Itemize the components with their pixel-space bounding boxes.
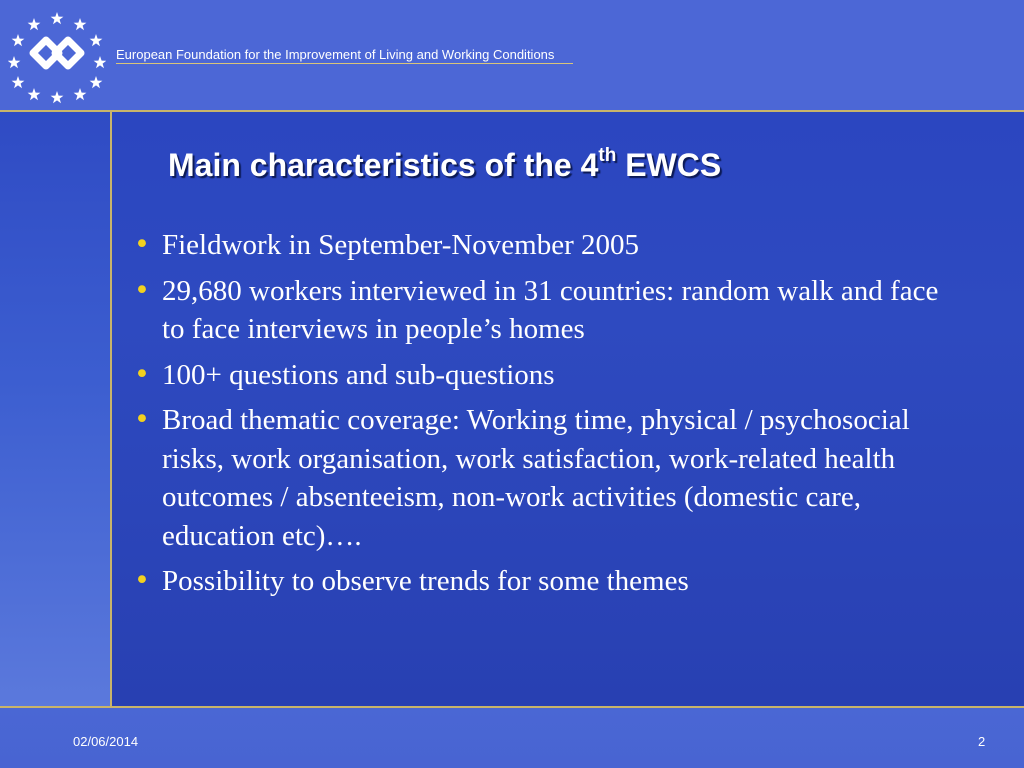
bullet-icon: •	[134, 565, 150, 596]
bullet-list	[134, 226, 954, 608]
left-band	[0, 112, 110, 706]
footer-date: 02/06/2014	[73, 734, 139, 749]
bullet-icon: •	[134, 358, 150, 390]
bullet-text: Possibility to observe trends for some themes	[162, 565, 689, 597]
bullet-text: Broad thematic coverage: Working time, physical / psychosocial risks, work organisation, work satisfaction, work-related health outcomes / absenteeism, non-work activities (domestic care, education etc)….	[162, 404, 910, 552]
bullet-text: 29,680 workers interviewed in 31 countries: random walk and face to face interviews in people’s homes	[162, 274, 939, 345]
title-superscript: th	[598, 145, 617, 167]
title-main: Main characteristics of the 4	[168, 147, 599, 183]
organization-underline	[116, 63, 573, 64]
bullet-icon: •	[134, 404, 150, 435]
eurofound-logo-icon	[8, 8, 106, 104]
bullet-item	[134, 226, 954, 265]
bullet-icon: •	[134, 274, 150, 306]
slide-footer	[0, 708, 1024, 768]
organization-name: European Foundation for the Improvement of Living and Working Conditions	[116, 47, 555, 62]
bullet-item	[134, 401, 954, 555]
slide-title	[168, 147, 968, 184]
bullet-icon: •	[134, 229, 150, 260]
bullet-item	[134, 272, 954, 349]
page-number: 2	[978, 734, 986, 749]
slide-header	[0, 0, 1024, 110]
bullet-text: 100+ questions and sub-questions	[162, 358, 555, 391]
bullet-text: Fieldwork in September-November 2005	[162, 229, 640, 261]
bullet-item	[134, 562, 954, 601]
title-end: EWCS	[616, 147, 722, 183]
bullet-item	[134, 356, 954, 395]
